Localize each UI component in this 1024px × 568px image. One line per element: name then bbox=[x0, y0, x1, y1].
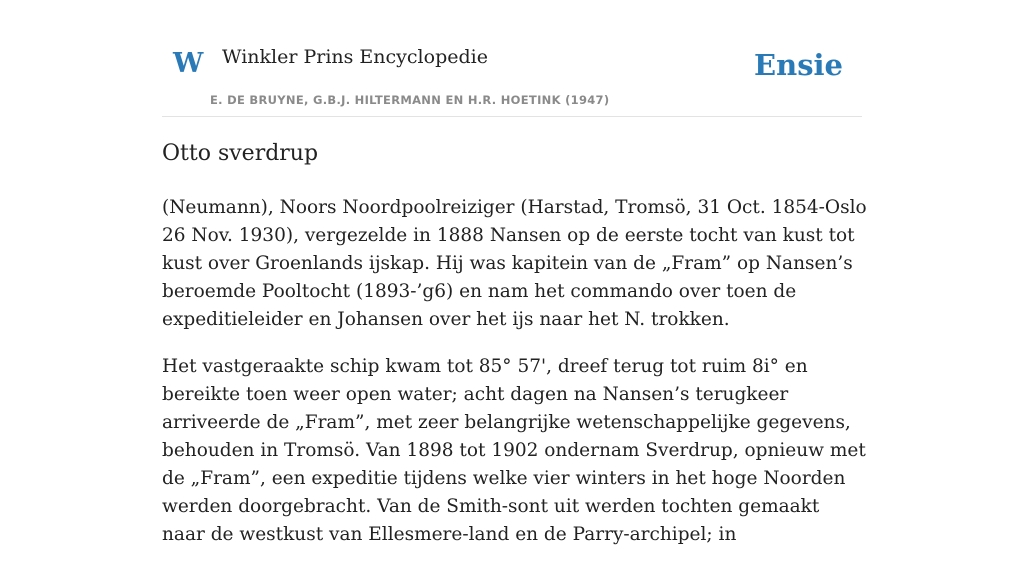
article bbox=[162, 137, 867, 568]
source-title[interactable]: Winkler Prins Encyclopedie bbox=[222, 46, 488, 68]
article-title: Otto sverdrup bbox=[162, 141, 319, 166]
winkler-prins-logo[interactable]: W bbox=[173, 48, 204, 79]
ensie-logo[interactable]: Ensie bbox=[754, 48, 843, 82]
article-paragraph: Het vastgeraakte schip kwam tot 85° 57', dreef terug tot ruim 8i° en bereikte toen weer open water; acht dagen na Nansen’s terugkeer arriveerde de „Fram”, met zeer belangrijke wetenschappelijke gegevens, behouden in Tromsö. Van 1898 tot 1902 ondernam Sverdrup, opnieuw met de „Fram”, een expeditie tijdens welke vier winters in het hoge Noorden werden doorgebracht. Van de Smith-sont uit werden tochten gemaakt naar de westkust van Ellesmere-land en de Parry-archipel; in bbox=[162, 356, 866, 545]
source-authors: E. DE BRUYNE, G.B.J. HILTERMANN EN H.R. HOETINK (1947) bbox=[210, 93, 610, 107]
article-paragraph: (Neumann), Noors Noordpoolreiziger (Harstad, Tromsö, 31 Oct. 1854-Oslo 26 Nov. 1930), vergezelde in 1888 Nansen op de eerste tocht van kust tot kust over Groenlands ijskap. Hij was kapitein van de „Fram” op Nansen’s beroemde Pooltocht (1893-’g6) en nam het commando over toen de expeditieleider en Johansen over het ijs naar het N. trokken. bbox=[162, 197, 867, 330]
source-header bbox=[162, 0, 862, 117]
